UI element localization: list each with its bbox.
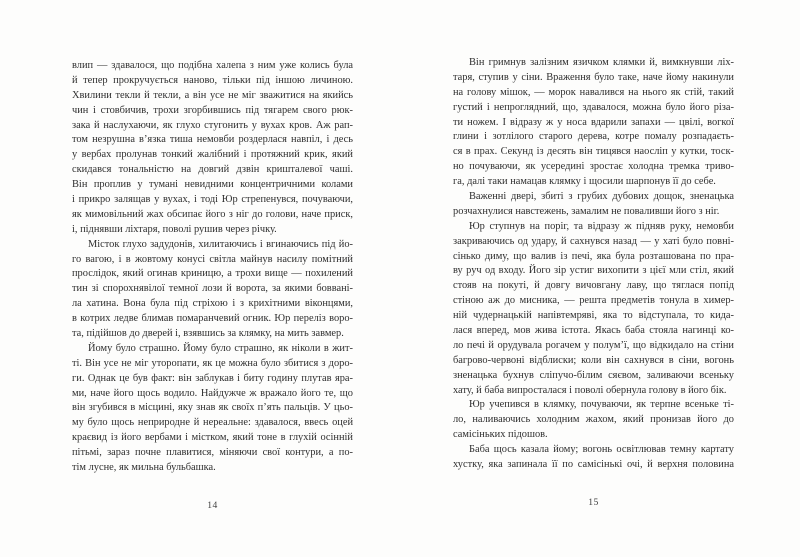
text-line: ву руч од входу. Його зір устиг вихопити з цієї мли стіл, який <box>453 265 734 277</box>
text-line: Баба щось казала йому; вогонь освітлював темну картату <box>469 444 734 456</box>
text-line: як мимовільний жах обсипає його з ніг до голови, наче приск, <box>72 208 353 220</box>
text-line: самісіньких підошов. <box>453 429 548 441</box>
paragraph <box>453 398 734 443</box>
text-line: прослідок, який огинав криницю, а трохи вище — похилений <box>72 268 353 280</box>
text-line: стояв на покуті, й довгу вичовгану лаву, що тяглася попід <box>453 280 734 292</box>
text-line: він згубився в місцині, яку знав як своїх п’ять пальців. У цьо- <box>72 402 353 414</box>
text-line: тин зі спорохнявілої темної лози й ворота, за якими боввані- <box>72 283 353 295</box>
text-line: пітьмі, зараз почне плавитися, міняючи свої контури, а по- <box>72 447 353 459</box>
text-line: Йому було страшно. Йому було страшно, як ніколи в жит- <box>88 342 353 354</box>
text-line: му було щось неприродне й нереальне: здавалося, ввесь оцей <box>72 417 353 429</box>
text-line: га, далі таки намацав клямку і щосили шарпонув її до себе. <box>453 176 716 188</box>
text-line: закриваючись од удару, й сахнувся назад — у хаті було повні- <box>453 235 734 247</box>
text-line: Він гримнув залізним язичком клямки й, вимкнувши ліх- <box>469 57 734 68</box>
paragraph <box>72 342 353 476</box>
text-line: том незрушна в’язка тиша немовби роздерлася навпіл, і десь <box>72 134 353 146</box>
paragraph <box>453 220 734 399</box>
paragraph <box>453 56 734 190</box>
text-line: таря, ступив у сіни. Враження було таке, наче йому накинули <box>453 71 734 83</box>
paragraph <box>72 238 353 342</box>
text-line: у вербах пролунав тонкий жалібний і протяжний крик, який <box>72 149 353 161</box>
text-line: ги. Однак це був факт: він заблукав і биту годину плутав яра- <box>72 372 353 384</box>
text-line: ті. Він усе не міг уторопати, як це можна було збитися з доро- <box>72 357 353 369</box>
text-line: в котрих ледве блимав помаранчевий огник. Юр переліз воро- <box>72 313 353 325</box>
text-line: густий і непроглядний, що, здавалося, можна було його різа- <box>453 101 734 113</box>
page-number-left: 14 <box>207 500 218 511</box>
text-line: Важенні двері, збиті з грубих дубових дощок, зненацька <box>469 191 734 203</box>
text-line: на голову мішок, — морок навалився на нього як стій, такий <box>453 86 734 98</box>
text-line: розчахнулися навстежень, замалим не поваливши його з ніг. <box>453 205 720 217</box>
text-line: Він проплив у тумані невидними концентричними колами <box>72 179 353 191</box>
text-line: ло, наливаючись холодним жахом, який пронизав його до <box>453 414 734 426</box>
text-line: та, підійшов до дверей і, взявшись за клямку, на мить завмер. <box>72 328 344 340</box>
text-line: тім лусне, як мильна бульбашка. <box>72 462 216 474</box>
text-line: і, піднявши ліхтаря, поволі рушив через річку. <box>72 223 277 235</box>
text-line: краєвид із його вербами і містком, який тоне в глухій осінній <box>72 432 353 444</box>
text-line: Юр учепився в клямку, почуваючи, як терпне всеньке ті- <box>469 399 734 411</box>
text-line: Юр ступнув на поріг, та відразу ж підняв руку, немовби <box>469 220 734 232</box>
text-line: го вагою, і в жовтому конусі світла майнув насилу помітний <box>72 253 353 265</box>
text-line: ла хатина. Вона була під стріхою і з крихітними віконцями, <box>72 298 353 310</box>
text-line: лася вперед, мов жива істота. Якась баба стояла нагинці ко- <box>453 325 734 337</box>
text-line: глини і зотлілого старого дерева, котре помалу розпадаєть- <box>453 131 734 143</box>
text-line: ми, наче його щось водило. Найдужче ж вражало його те, що <box>72 387 353 399</box>
page-number-right: 15 <box>588 497 599 508</box>
text-line: чин і стовбичив, трохи згорбившись під тягарем свого рюк- <box>72 104 353 116</box>
text-line: ній чудернацькій напівтемряві, яка то відступала, то кида- <box>453 310 734 322</box>
text-line: ся в прах. Секунд із десять він тицявся наосліп у кутки, тоск- <box>453 146 734 158</box>
text-line: стіною аж до мисника, — решта предметів тонула в химер- <box>453 295 734 307</box>
text-line: хату, й баба випросталася і поволі обернула голову в його бік. <box>453 384 727 396</box>
paragraph <box>453 190 734 220</box>
page-right <box>400 0 800 557</box>
text-line: но почуваючи, як усередині зростає холодна тремка триво- <box>453 161 734 173</box>
text-line: влип — здавалося, що подібна халепа з ним уже колись була <box>72 60 353 71</box>
text-line: і прикро залящав у вухах, і тоді Юр стрепенувся, почуваючи, <box>72 194 353 206</box>
text-line: скидався тональністю на довгий дзвін кришталевої чаші. <box>72 164 353 176</box>
text-line: ти ножем. І відразу ж у носа вдарили запахи — цвілі, вогкої <box>453 116 734 128</box>
text-line: й тепер прокручується наново, тільки під іншою личиною. <box>72 74 353 86</box>
text-line: Місток глухо задудонів, хилитаючись і вгинаючись під йо- <box>88 238 353 250</box>
paragraph <box>72 59 353 238</box>
paragraph <box>453 443 734 473</box>
text-line: зака й наслухаючи, як глухо стугонить у вухах кров. Аж рап- <box>72 119 353 131</box>
text-line: Хвилини текли й текли, а він усе не міг зважитися на якийсь <box>72 89 353 101</box>
text-line: сінько диму, що валив із печі, яка була розташована по пра- <box>453 250 734 262</box>
page-left-text <box>72 59 353 476</box>
text-line: хустку, яка запинала її по самісінькі очі, й верхня половина <box>453 459 734 471</box>
text-line: ло печі й орудувала рогачем у полум’ї, що відкидало на стіни <box>453 339 734 351</box>
text-line: багрово-червоні відблиски; коли він сахнувся в сіни, вогонь <box>453 354 734 366</box>
page-right-text <box>453 56 734 473</box>
text-line: зненацька бухнув сліпучо-білим сяєвом, заливаючи всеньку <box>453 369 734 381</box>
